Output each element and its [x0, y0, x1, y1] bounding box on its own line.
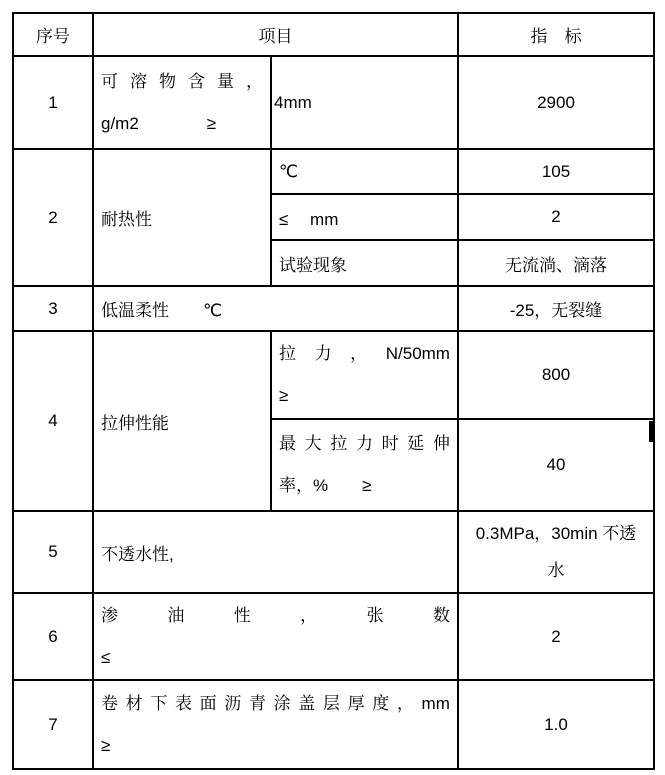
subitem-4b-line2: 率，% ≥ [279, 476, 372, 495]
subitem-4b-line1: 最 大 拉 力 时 延 伸 [279, 434, 450, 453]
header-serial: 序号 [13, 13, 93, 56]
value-cell-2a: 105 [458, 149, 654, 194]
item-cell-3: 低温柔性 ℃ [93, 286, 458, 331]
subitem-cell-2b: ≤ mm [271, 194, 458, 240]
subitem-cell-2a: ℃ [271, 149, 458, 194]
table-row [13, 286, 654, 331]
value-cell-1: 2900 [458, 56, 654, 149]
item-cell-7 [93, 680, 458, 769]
item-7-line2: ≥ [101, 735, 111, 755]
serial-cell-1: 1 [13, 56, 93, 149]
item-cell-6 [93, 593, 458, 680]
value-cell-7: 1.0 [458, 680, 654, 769]
subitem-4a-line1: 拉 力 ， N/50mm [279, 344, 450, 363]
subitem-4a-line2: ≥ [279, 386, 289, 405]
item-6-line2: ≤ [101, 647, 111, 667]
item-1-line1: 可 溶 物 含 量 ， [101, 71, 263, 91]
value-5-line1: 0.3MPa，30min 不透 [475, 524, 637, 543]
item-cell-2: 耐热性 [93, 149, 271, 286]
subitem-cell-4b [271, 419, 458, 511]
border-bold-segment [649, 421, 655, 442]
item-cell-1 [93, 56, 271, 149]
subitem-cell-1: 4mm [271, 56, 458, 149]
header-item: 项目 [93, 13, 458, 56]
table-row [13, 331, 654, 419]
value-cell-3: -25，无裂缝 [458, 286, 654, 331]
serial-cell-5: 5 [13, 511, 93, 593]
item-cell-5: 不透水性, [93, 511, 458, 593]
item-1-line2: g/m2 ≥ [101, 113, 217, 133]
serial-cell-6: 6 [13, 593, 93, 680]
value-cell-4a: 800 [458, 331, 654, 419]
value-cell-2b: 2 [458, 194, 654, 240]
value-5-line2: 水 [547, 561, 565, 580]
subitem-cell-2c: 试验现象 [271, 240, 458, 286]
table-row [13, 56, 654, 149]
serial-cell-3: 3 [13, 286, 93, 331]
table-row [13, 680, 654, 769]
spec-table [12, 12, 655, 770]
value-cell-5 [458, 511, 654, 593]
value-cell-4b: 40 [458, 419, 654, 511]
item-7-line1: 卷 材 下 表 面 沥 青 涂 盖 层 厚 度 ， mm [101, 693, 450, 713]
header-row [13, 13, 654, 56]
serial-cell-7: 7 [13, 680, 93, 769]
table-row [13, 511, 654, 593]
table-row [13, 149, 654, 194]
header-index: 指 标 [458, 13, 654, 56]
item-cell-4: 拉伸性能 [93, 331, 271, 511]
item-6-line1: 渗 油 性 ， 张 数 [101, 605, 450, 625]
serial-cell-2: 2 [13, 149, 93, 286]
value-cell-6: 2 [458, 593, 654, 680]
serial-cell-4: 4 [13, 331, 93, 511]
subitem-cell-4a [271, 331, 458, 419]
value-cell-2c: 无流淌、滴落 [458, 240, 654, 286]
table-row [13, 593, 654, 680]
